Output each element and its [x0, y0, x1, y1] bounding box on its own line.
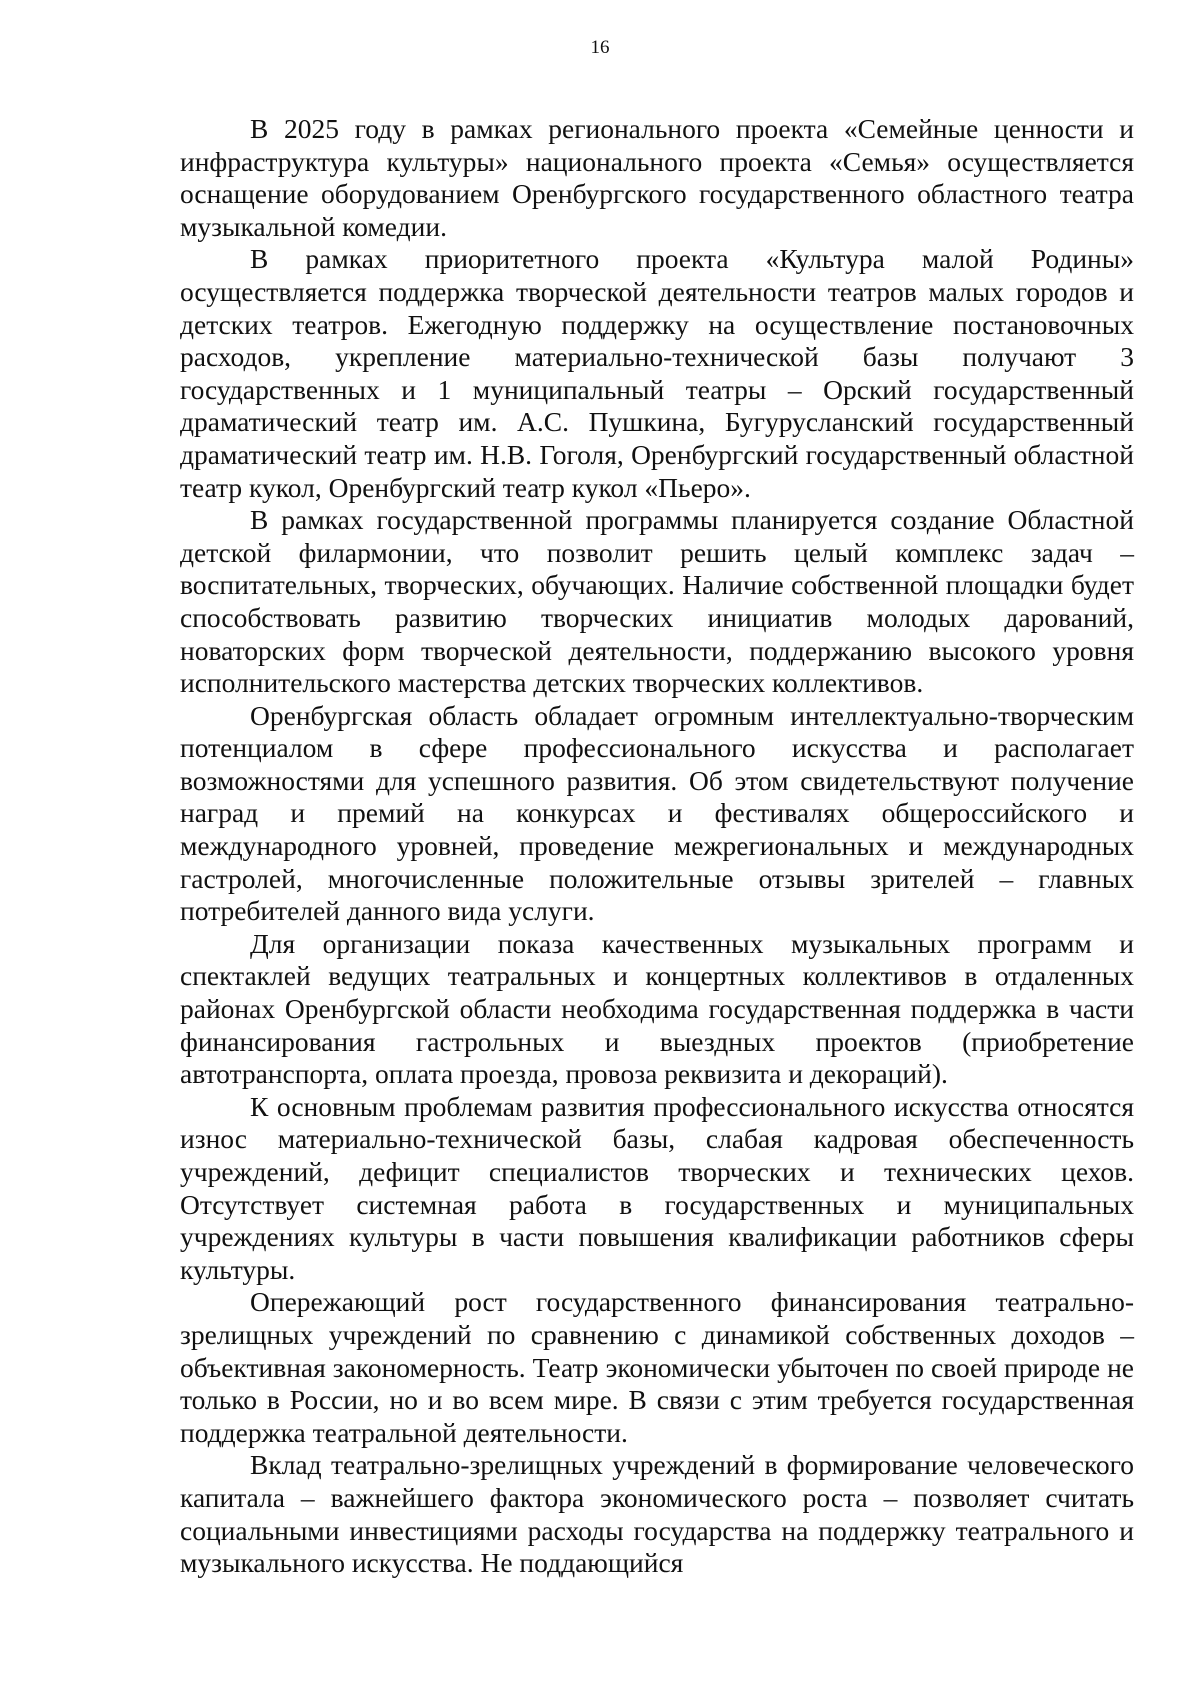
paragraph-human-capital: Вклад театрально-зрелищных учреждений в формирование человеческого капитала – важнейшего фактора экономического роста – позволяет считать социальными инвестициями расходы государства на поддержку театрального и музыкального искусства. Не поддающийся: [180, 1449, 1134, 1579]
paragraph-touring-support: Для организации показа качественных музыкальных программ и спектаклей ведущих театральных и концертных коллективов в отдаленных районах Оренбургской области необходима государственная поддержка в части финансирования гастрольных и выездных проектов (приобретение автотранспорта, оплата проезда, провоза реквизита и декораций).: [180, 927, 1134, 1090]
document-body: [180, 113, 1134, 1580]
paragraph-regional-project: В 2025 году в рамках регионального проекта «Семейные ценности и инфраструктура культуры» национального проекта «Семья» осуществляется оснащение оборудованием Оренбургского государственного областного театра музыкальной комедии.: [180, 113, 1134, 242]
paragraph-culture-small-homeland: В рамках приоритетного проекта «Культура малой Родины» осуществляется поддержка творческой деятельности театров малых городов и детских театров. Ежегодную поддержку на осуществление постановочных расходов, укрепление материально-технической базы получают 3 государственных и 1 муниципальный театры – Орский государственный драматический театр им. А.С. Пушкина, Бугурусланский государственный драматический театр им. Н.В. Гоголя, Оренбургский государственный областной театр кукол, Оренбургский театр кукол «Пьеро».: [180, 243, 1134, 503]
page-number: 16: [590, 37, 610, 58]
paragraph-creative-potential: Оренбургская область обладает огромным интеллектуально-творческим потенциалом в сфере профессионального искусства и располагает возможностями для успешного развития. Об этом свидетельствуют получение наград и премий на конкурсах и фестивалях общероссийского и международного уровней, проведение межрегиональных и международных гастролей, многочисленные положительные отзывы зрителей – главных потребителей данного вида услуги.: [180, 699, 1134, 927]
paragraph-children-philharmonic: В рамках государственной программы планируется создание Областной детской филармонии, что позволит решить целый комплекс задач – воспитательных, творческих, обучающих. Наличие собственной площадки будет способствовать развитию творческих инициатив молодых дарований, новаторских форм творческой деятельности, поддержанию высокого уровня исполнительского мастерства детских творческих коллективов.: [180, 504, 1134, 699]
paragraph-main-problems: К основным проблемам развития профессионального искусства относятся износ материально-технической базы, слабая кадровая обеспеченность учреждений, дефицит специалистов творческих и технических цехов. Отсутствует системная работа в государственных и муниципальных учреждениях культуры в части повышения квалификации работников сферы культуры.: [180, 1090, 1134, 1285]
paragraph-state-financing: Опережающий рост государственного финансирования театрально-зрелищных учреждений по сравнению с динамикой собственных доходов – объективная закономерность. Театр экономически убыточен по своей природе не только в России, но и во всем мире. В связи с этим требуется государственная поддержка театральной деятельности.: [180, 1286, 1134, 1448]
